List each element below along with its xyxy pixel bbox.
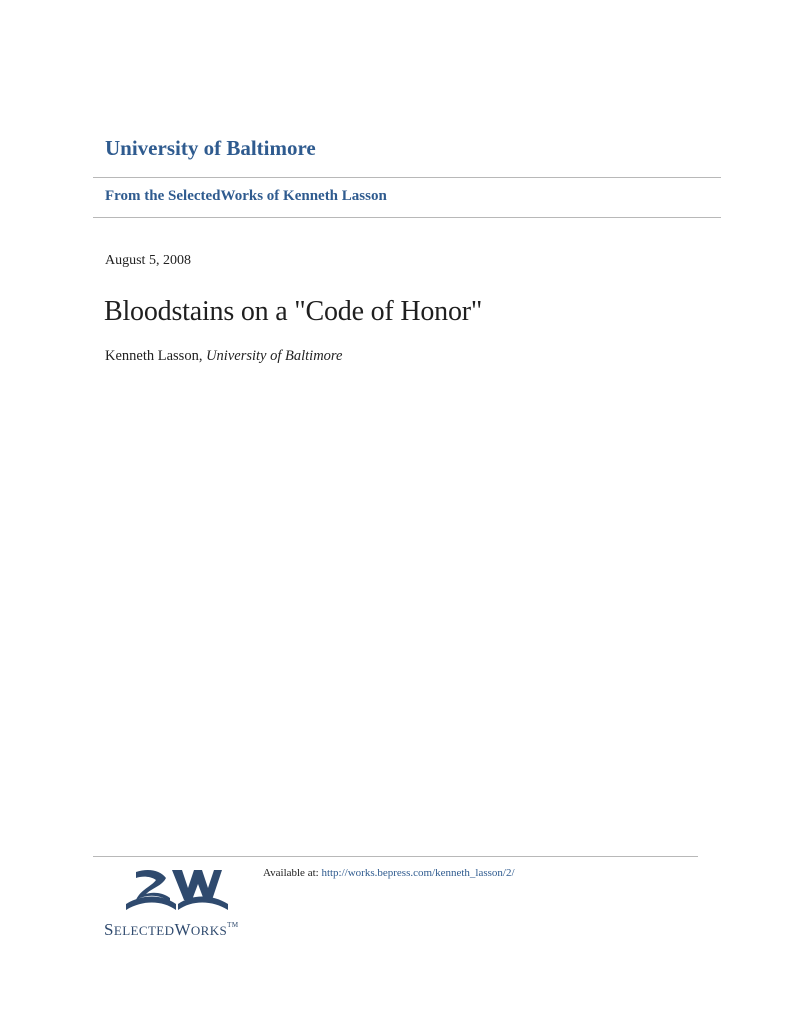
footer-divider (93, 856, 698, 857)
author-name: Kenneth Lasson, (105, 348, 203, 364)
permalink-url[interactable]: http://works.bepress.com/kenneth_lasson/2/ (321, 867, 515, 879)
institution-link[interactable]: University of Baltimore (105, 136, 316, 160)
availability-note (263, 867, 515, 879)
publication-date: August 5, 2008 (105, 253, 191, 268)
article-title: Bloodstains on a "Code of Honor" (104, 296, 483, 327)
selectedworks-wordmark: SELECTEDWORKS™ (104, 920, 239, 939)
selectedworks-book-icon (122, 864, 232, 916)
author-line (105, 348, 342, 365)
available-label: Available at: (263, 867, 319, 879)
top-divider (93, 177, 721, 178)
header-divider (93, 217, 721, 218)
series-link[interactable]: From the SelectedWorks of Kenneth Lasson (105, 188, 387, 204)
author-affiliation: University of Baltimore (206, 348, 343, 364)
selectedworks-logo[interactable] (104, 864, 264, 944)
